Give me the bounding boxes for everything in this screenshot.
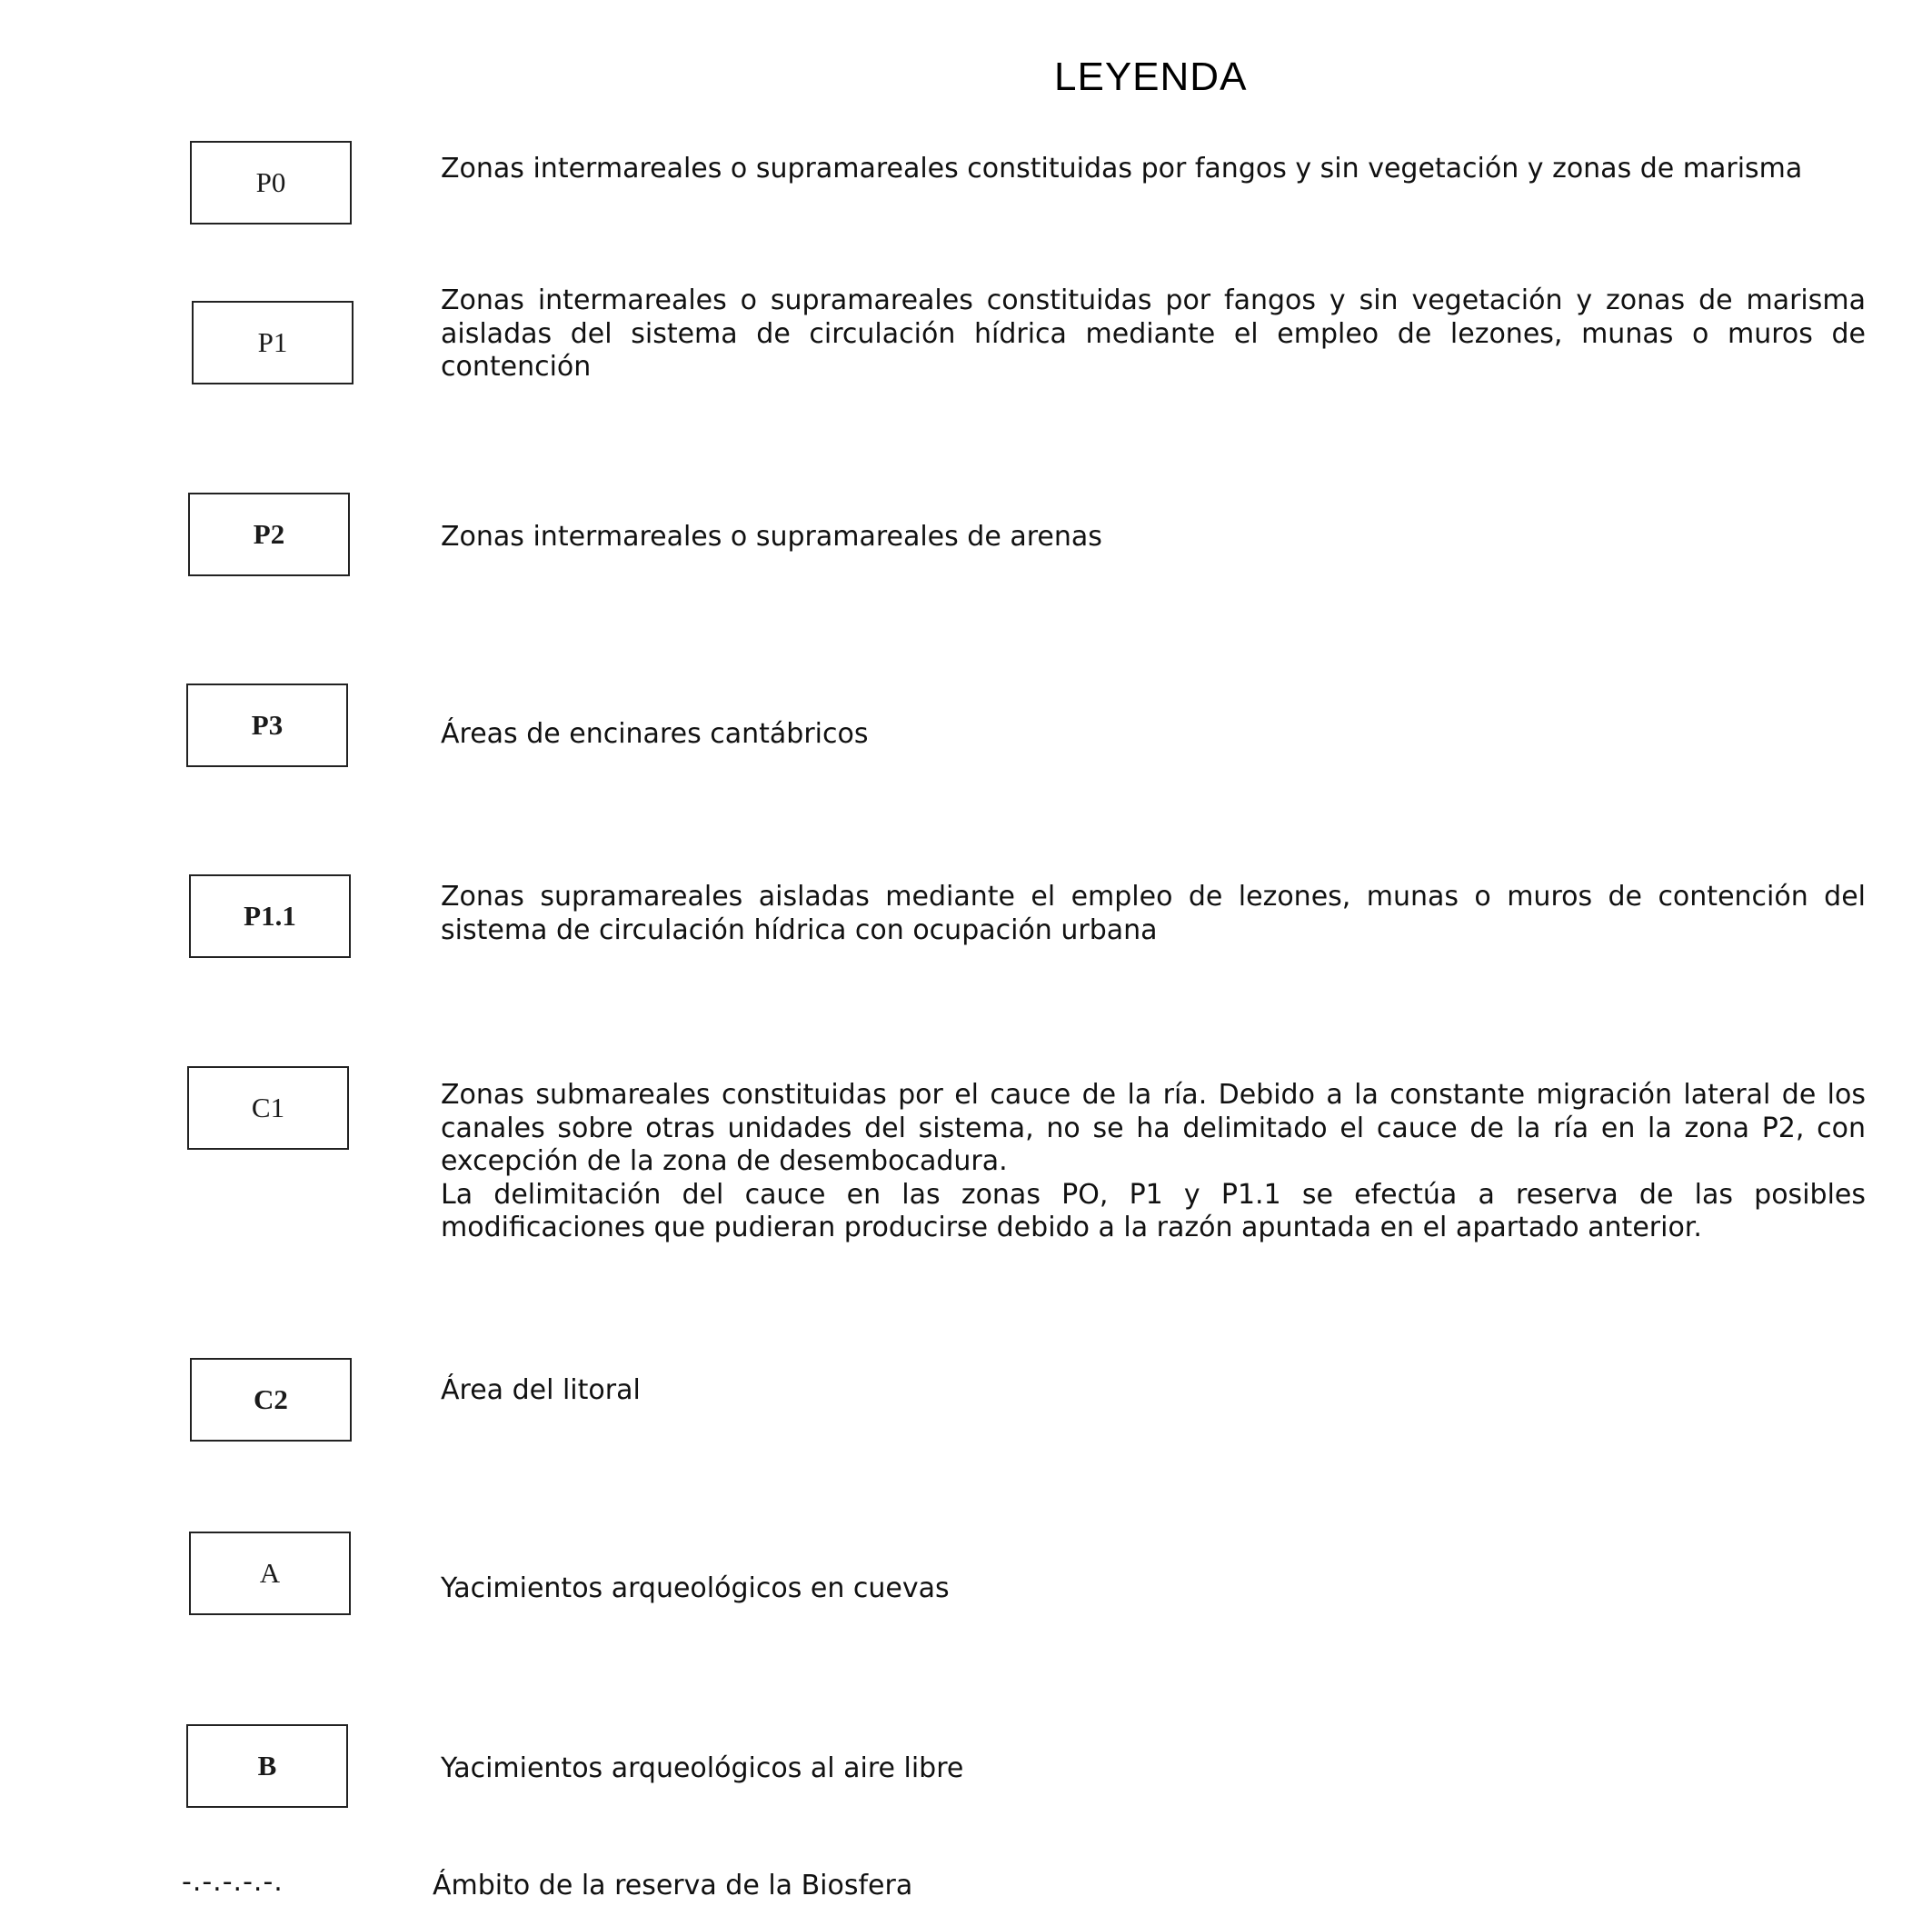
legend-description-text: Zonas supramareales aisladas mediante el empleo de lezones, munas o muros de contención del sistema de circulación hídrica con ocupación urbana <box>441 881 1866 946</box>
legend-code-p1-1: P1.1 <box>189 874 351 958</box>
boundary-line-symbol: -.-.-.-.-. <box>182 1866 284 1898</box>
legend-description-p2 <box>441 521 1866 554</box>
legend-description-a <box>441 1572 1866 1606</box>
legend-description-text: Zonas intermareales o supramareales constituidas por fangos y sin vegetación y zonas de marisma <box>441 153 1803 185</box>
legend-description-text: Zonas intermareales o supramareales constituidas por fangos y sin vegetación y zonas de marisma aisladas del sistema de circulación hídrica mediante el empleo de lezones, munas o muros de contención <box>441 284 1866 383</box>
legend-code-c2: C2 <box>190 1358 352 1442</box>
legend-description-c1 <box>441 1079 1866 1245</box>
legend-description-p0 <box>441 153 1866 186</box>
legend-description-text: Zonas intermareales o supramareales de arenas <box>441 521 1102 553</box>
legend-description-b <box>441 1752 1866 1786</box>
legend-description-p1-1 <box>441 881 1866 947</box>
legend-description-text: La delimitación del cauce en las zonas PO, P1 y P1.1 se efectúa a reserva de las posibles modificaciones que pudieran producirse debido a la razón apuntada en el apartado anterior. <box>441 1178 1866 1243</box>
legend-description-text: Ámbito de la reserva de la Biosfera <box>433 1870 913 1901</box>
legend-description-p1 <box>441 284 1866 384</box>
legend-title: LEYENDA <box>1054 55 1248 99</box>
legend-code-p2: P2 <box>188 493 350 576</box>
legend-description-text: Áreas de encinares cantábricos <box>441 718 869 750</box>
legend-code-c1: C1 <box>187 1066 349 1150</box>
legend-code-p3: P3 <box>186 684 348 767</box>
legend-code-a: A <box>189 1532 351 1615</box>
legend-code-p0: P0 <box>190 141 352 225</box>
legend-description-boundary <box>433 1870 1857 1903</box>
legend-code-b: B <box>186 1724 348 1808</box>
legend-code-p1: P1 <box>192 301 354 384</box>
legend-description-text: Yacimientos arqueológicos al aire libre <box>441 1752 964 1784</box>
legend-description-text: Área del litoral <box>441 1374 641 1406</box>
legend-description-p3 <box>441 718 1866 752</box>
legend-description-text: Zonas submareales constituidas por el cauce de la ría. Debido a la constante migración lateral de los canales sobre otras unidades del sistema, no se ha delimitado el cauce de la ría en la zona P2, con excepción de la zona de desembocadura. <box>441 1079 1866 1177</box>
legend-description-c2 <box>441 1374 1866 1408</box>
legend-description-text: Yacimientos arqueológicos en cuevas <box>441 1572 950 1604</box>
